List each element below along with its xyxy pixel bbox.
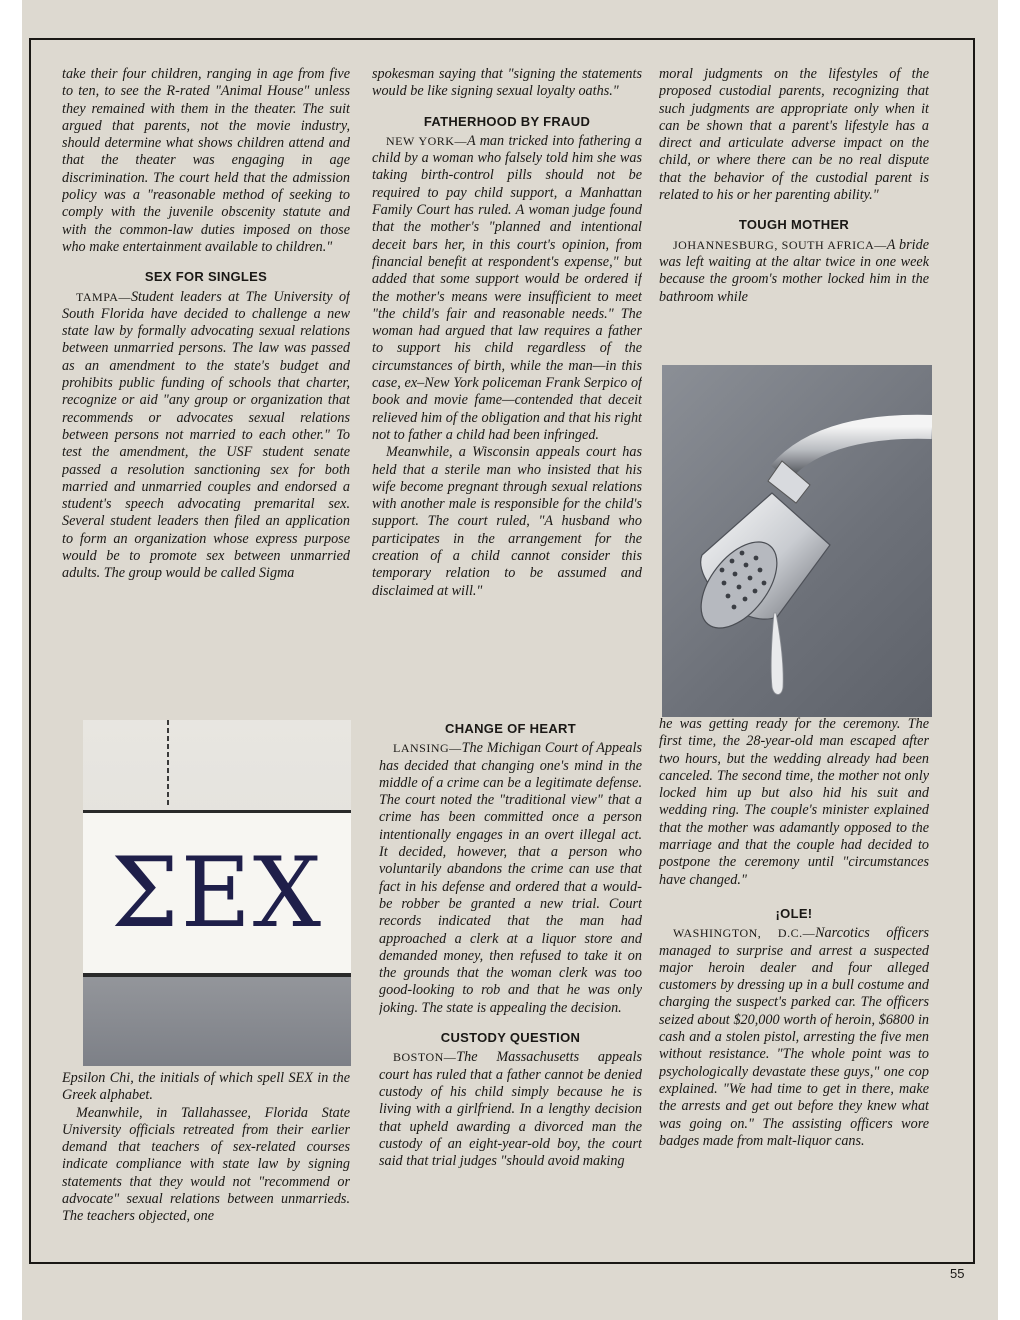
- column-3: [659, 66, 929, 358]
- wisconsin-paragraph: Meanwhile, a Wisconsin appeals court has held that a sterile man who insisted that his wife become pregnant through sexual relations with another male is responsible for the child's support. The court ruled, "A husband who participates in the arrangement for the creation of a child cannot consider this temporary relation to be assumed and disclaimed at will.": [372, 444, 642, 599]
- sex-for-singles-body: [62, 289, 350, 583]
- animal-house-paragraph: take their four children, ranging in age from five to ten, to see the R-rated "Animal House" unless they remained with them in the theater. The suit argued that parents, not the movie industry, should determine what shows children attend and that the theater was engaging in age discrimination. The court held that the admission policy was a "reasonable method of seeking to comply with the juvenile obscenity statute and with the common-law duties imposed on those who make entertainment available to children.": [62, 66, 350, 255]
- heading-custody-question: CUSTODY QUESTION: [440, 1030, 581, 1046]
- column-2-continued: [379, 716, 642, 1246]
- hanging-sign: [83, 810, 351, 977]
- column-2: [372, 66, 642, 706]
- tough-mother-body: [659, 237, 929, 306]
- moral-judgments-paragraph: moral judgments on the lifestyles of the proposed custodial parents, recognizing that such judgments are appropriate only when it can be shown that a parent's lifestyle has a direct and articulate adverse impact on the child, or where there can be no real dispute that the behavior of the custodial parent is related to his or her parenting ability.": [659, 66, 929, 204]
- change-of-heart-text: The Michigan Court of Appeals has decided that changing one's mind in the middle of a crime can be a legitimate defense. The court noted the "traditional view" that a crime has been committed once a person intentionally engages in an overt illegal act. It decided, however, that a person who voluntarily abandons the crime can use that fact in his defense and ordered that a would-be robber be granted a new trial. Court records indicated that the man had approached a clerk at a liquor store and demanded money, then refused to take it on the grounds that the woman clerk was too good-looking to rob and that he was only joking. The state is appealing the decision.: [379, 740, 642, 1016]
- column-1: [62, 66, 350, 706]
- shower-head-illustration: [662, 365, 932, 717]
- shower-head-drawing: [662, 365, 932, 717]
- loyalty-oaths-paragraph: spokesman saying that "signing the statements would be like signing sexual loyalty oaths.": [372, 66, 642, 100]
- tallahassee-paragraph: Meanwhile, in Tallahassee, Florida State University officials retreated from their earlier demand that teachers of sex-related courses indicate compliance with state law by signing statements that they would not "recommend or advocate" sexual relations between unmarrieds. The teachers objected, one: [62, 1104, 350, 1225]
- shower-pipe: [780, 427, 932, 473]
- water-drop: [771, 613, 783, 695]
- column-3-continued: [659, 716, 929, 1246]
- heading-ole: ¡OLE!: [775, 905, 813, 921]
- dateline-boston: BOSTON—: [393, 1050, 457, 1065]
- custody-text: The Massachusetts appeals court has ruled that a father cannot be denied custody of his child simply because he is living with a girlfriend. In a lengthy decision that upheld awarding a divorced man the custody of an eight-year-old boy, the court said that trial judges "should avoid making: [379, 1049, 642, 1170]
- sex-for-singles-text: Student leaders at The University of South Florida have decided to challenge a new state law by formally advocating sexual relations between unmarried persons. The law was passed as an amendment to the state's budget and prohibits public funding of schools that charter, recognize or aid "any group or organization that recommends or advocates sexual relations between persons not married to each other." To test the amendment, the USF student senate passed a resolution sanctioning sex for both married and unmarried couples and endorsed a student's speech advocating premarital sex. Several student leaders then filed an application to form an organization whose express purpose would be to promote sex between unmarried adults. The group would be called Sigma: [62, 288, 350, 582]
- fatherhood-body: [372, 133, 642, 444]
- tough-mother-text: A bride was left waiting at the altar twice in one week because the groom's mother locked him in the bathroom while: [659, 236, 929, 305]
- heading-change-of-heart: CHANGE OF HEART: [445, 721, 576, 736]
- sex-sign-illustration: [83, 720, 351, 1066]
- ole-body: [659, 925, 929, 1150]
- heading-tough-mother: TOUGH MOTHER: [738, 217, 850, 233]
- custody-body: [379, 1049, 642, 1170]
- heading-fatherhood-by-fraud: FATHERHOOD BY FRAUD: [423, 113, 591, 129]
- sigma-epsilon-chi-paragraph: Epsilon Chi, the initials of which spell SEX in the Greek alphabet.: [62, 1070, 350, 1104]
- heading-sex-for-singles: SEX FOR SINGLES: [144, 269, 268, 285]
- page-number: 55: [950, 1266, 965, 1281]
- column-1-continued: [62, 1070, 350, 1246]
- change-of-heart-body: [379, 740, 642, 1017]
- dateline-lansing: LANSING—: [393, 741, 462, 756]
- dateline-new-york: NEW YORK—: [386, 133, 467, 148]
- dateline-washington: WASHINGTON, D.C.—: [673, 926, 816, 941]
- ole-text: Narcotics officers managed to surprise and arrest a suspected major heroin dealer and four alleged customers by dressing up in a bull costume and charging the suspect's parked car. The officers seized about $20,000 worth of heroin, $6800 in cash and a stolen pistol, arresting the five men without resistance. "The whole point was to psychologically devastate these guys," one cop explained. "We had time to get in there, make the arrests and get out before they knew what was going on." The assisting officers wore badges made from malt-liquor cans.: [659, 925, 929, 1149]
- sign-greek-letters: ΣΕΧ: [110, 837, 324, 949]
- fatherhood-text: A man tricked into fathering a child by a woman who falsely told him she was taking birth-control pills should not be required to pay child support, a Manhattan Family Court has ruled. A woman judge found that the mother's "planned and intentional deceit bars her, in this court's opinion, from financial benefit at respondent's expense," but added that some support would be ordered if the mother's means were insufficient to meet "the child's fair and reasonable needs." The woman had argued that law requires a father to support his child regardless of the circumstances of birth, while the man—in this case, ex–New York policeman Frank Serpico of book and movie fame—contended that deceit relieved him of the obligation and that his right not to father a child had been infringed.: [372, 132, 642, 443]
- magazine-page: [22, 0, 998, 1320]
- dateline-johannesburg: JOHANNESBURG, SOUTH AFRICA—: [673, 237, 887, 252]
- left-chain: [167, 720, 169, 808]
- wedding-paragraph: he was getting ready for the ceremony. The first time, the 28-year-old man escaped after two hours, but the wedding already had been canceled. The second time, the mother not only locked him up but also hid his suit and wedding ring. The couple's minister explained that the mother was adamantly opposed to the marriage and that the couple had decided to postpone the ceremony until "circumstances have changed.": [659, 716, 929, 888]
- dateline-tampa: TAMPA—: [76, 289, 131, 304]
